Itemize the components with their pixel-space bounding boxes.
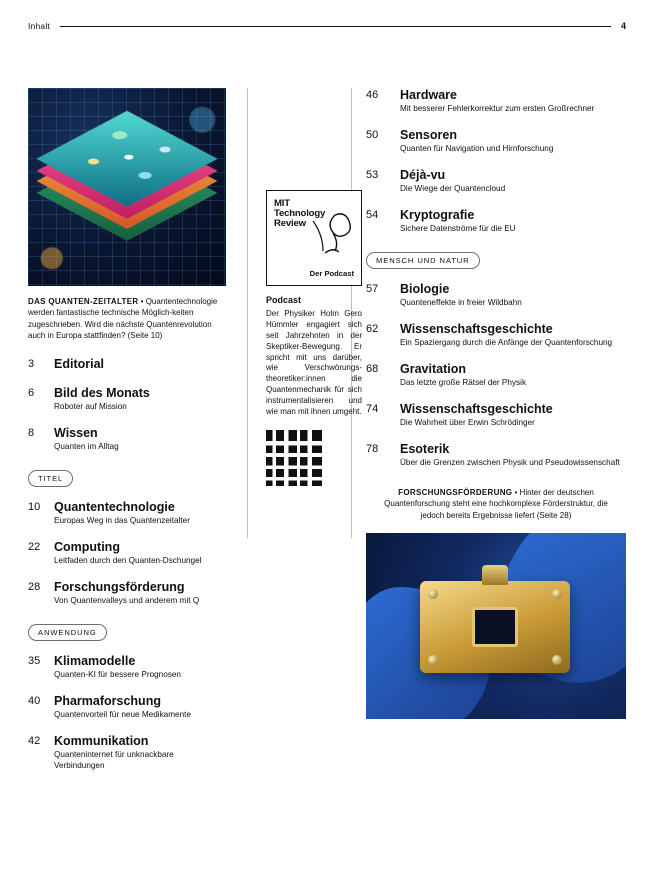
toc-page-number: 22 (28, 541, 41, 554)
toc-subtitle: Europas Weg in das Quantenzeitalter (54, 516, 190, 526)
toc-title: Computing (54, 540, 120, 555)
section-label-titel: TITEL (28, 470, 73, 487)
toc-entry[interactable] (28, 386, 226, 413)
qr-code[interactable] (266, 430, 322, 486)
header-rule (60, 26, 611, 27)
toc-page-number: 62 (366, 322, 379, 335)
toc-page-number: 35 (28, 655, 41, 668)
toc-left-anwendung (28, 654, 226, 772)
toc-title: Sensoren (400, 127, 457, 142)
toc-page-number: 42 (28, 735, 41, 748)
toc-title: Wissenschaftsgeschichte (400, 401, 553, 416)
toc-entry[interactable] (28, 654, 226, 681)
toc-entry[interactable] (366, 282, 626, 309)
toc-page-number: 54 (366, 208, 379, 221)
toc-subtitle: Quanteneffekte in freier Wildbahn (400, 297, 522, 307)
left-column (28, 88, 226, 785)
funding-caption (366, 487, 626, 521)
podcast-heading: Podcast (266, 295, 302, 305)
hero-image-quantum-chip (28, 88, 226, 286)
screw-icon (428, 589, 438, 599)
toc-title: Gravitation (400, 361, 466, 376)
toc-subtitle: Ein Spaziergang durch die Anfänge der Quantenforschung (400, 337, 613, 347)
toc-page-number: 78 (366, 442, 379, 455)
toc-page-number: 53 (366, 168, 379, 181)
funding-caption-lead: FORSCHUNGSFÖRDERUNG (398, 487, 513, 497)
toc-subtitle: Leitfaden durch den Quanten-Dschungel (54, 556, 202, 566)
toc-title: Bild des Monats (54, 386, 150, 401)
logo-line-3: Review (274, 217, 306, 229)
toc-right-mensch (366, 282, 626, 469)
podcast-badge-label: Der Podcast (309, 269, 354, 278)
screw-icon (428, 655, 438, 665)
toc-subtitle: Quanten für Navigation und Hirnforschung (400, 143, 554, 153)
toc-subtitle: Die Wiege der Quantencloud (400, 183, 506, 193)
toc-title: Hardware (400, 88, 457, 102)
screw-icon (552, 589, 562, 599)
section-label-mensch-und-natur: MENSCH UND NATUR (366, 252, 480, 269)
toc-page-number: 10 (28, 501, 41, 514)
toc-subtitle: Das letzte große Rätsel der Physik (400, 377, 527, 387)
toc-title: Kommunikation (54, 734, 149, 749)
logo-line-2: Technology (274, 207, 326, 219)
toc-subtitle: Mit besserer Fehlerkorrektur zum ersten Großrechner (400, 104, 595, 113)
hero-caption-lead: DAS QUANTEN-ZEITALTER (28, 297, 139, 306)
middle-column (266, 190, 362, 486)
column-divider-1 (247, 88, 248, 538)
photo-quantum-device (366, 533, 626, 719)
toc-page-number: 6 (28, 387, 35, 400)
funding-caption-text: • Hinter der deutschen Quantenforschung steht eine hochkomplexe Förderstruktur, die jedoch bereits Ergebnisse liefert (Seite 28) (384, 487, 608, 520)
hero-caption-text: • Quantentechnologie werden fantastische technische Möglich-keiten zugeschrieben. Wird die nächste Quantenrevolution auch in Europa stattfinden? (Seite 10) (28, 297, 218, 341)
toc-title: Wissenschaftsgeschichte (400, 321, 553, 336)
toc-entry[interactable] (28, 694, 226, 721)
toc-right-top (366, 88, 626, 235)
toc-subtitle: Die Wahrheit über Erwin Schrödinger (400, 417, 535, 427)
page-number: 4 (620, 21, 626, 31)
toc-subtitle: Roboter auf Mission (54, 402, 127, 412)
toc-page-number: 3 (28, 358, 35, 371)
screw-icon (552, 655, 562, 665)
toc-entry[interactable] (366, 362, 626, 389)
toc-page-number: 46 (366, 89, 379, 101)
section-label-anwendung: ANWENDUNG (28, 624, 107, 641)
toc-title: Klimamodelle (54, 654, 136, 669)
toc-entry[interactable] (28, 426, 226, 453)
toc-subtitle: Quanten-KI für bessere Prognosen (54, 670, 181, 680)
right-column (366, 88, 626, 719)
podcast-cover[interactable] (266, 190, 362, 286)
hero-glow-accents (28, 88, 226, 286)
toc-subtitle: Sichere Datenströme für die EU (400, 223, 516, 233)
podcast-paragraph: Der Physiker Holm Gero Hümmler engagiert sich seit Jahrzehnten in der Skeptiker-Bewegung. Er spricht mit uns darüber, wie Verschwörungs-theoretiker:innen die Quantenmechanik für sich instrumentalisieren und wie man mit ihnen umgeht. (266, 309, 362, 416)
toc-entry[interactable] (366, 128, 626, 155)
toc-page-number: 68 (366, 362, 379, 375)
toc-page-number: 74 (366, 402, 379, 415)
toc-left-titel (28, 500, 226, 607)
toc-left-top (28, 357, 226, 453)
toc-entry[interactable] (28, 580, 226, 607)
chip-window (472, 607, 518, 647)
toc-entry[interactable] (366, 88, 626, 115)
toc-entry[interactable] (28, 734, 226, 772)
toc-title: Editorial (54, 357, 105, 372)
toc-title: Wissen (54, 426, 98, 441)
toc-page-number: 40 (28, 695, 41, 708)
toc-entry[interactable] (366, 168, 626, 195)
toc-title: Déjà-vu (400, 167, 446, 182)
toc-title: Quantentechnologie (54, 500, 175, 515)
toc-entry[interactable] (366, 208, 626, 235)
toc-title: Pharmaforschung (54, 694, 161, 709)
toc-subtitle: Quanten im Alltag (54, 442, 119, 452)
header-kicker: Inhalt (28, 21, 50, 31)
toc-subtitle: Von Quantenvalleys und anderem mit Q (54, 596, 200, 606)
toc-page-number: 57 (366, 282, 379, 295)
toc-title: Biologie (400, 281, 450, 296)
logo-line-1: MIT (274, 198, 290, 209)
microphone-icon (305, 209, 355, 267)
toc-entry[interactable] (28, 500, 226, 527)
toc-entry[interactable] (28, 540, 226, 567)
toc-entry[interactable] (366, 322, 626, 349)
toc-title: Kryptografie (400, 207, 475, 222)
toc-entry[interactable] (366, 442, 626, 469)
toc-subtitle: Quantenvorteil für neue Medikamente (54, 710, 191, 720)
toc-page-number: 8 (28, 427, 35, 440)
toc-entry[interactable] (28, 357, 226, 373)
hero-caption (28, 296, 226, 341)
toc-title: Esoterik (400, 441, 450, 456)
toc-page-number: 28 (28, 581, 41, 594)
page-header (28, 18, 626, 34)
gold-quantum-chip-housing (420, 581, 570, 673)
toc-page-number: 50 (366, 128, 379, 141)
toc-subtitle: Quanteninternet für unknackbare Verbindungen (54, 750, 174, 771)
toc-subtitle: Über die Grenzen zwischen Physik und Pseudowissenschaft (400, 457, 620, 467)
toc-entry[interactable] (366, 402, 626, 429)
toc-title: Forschungsförderung (54, 580, 185, 595)
sma-connector (482, 565, 508, 585)
